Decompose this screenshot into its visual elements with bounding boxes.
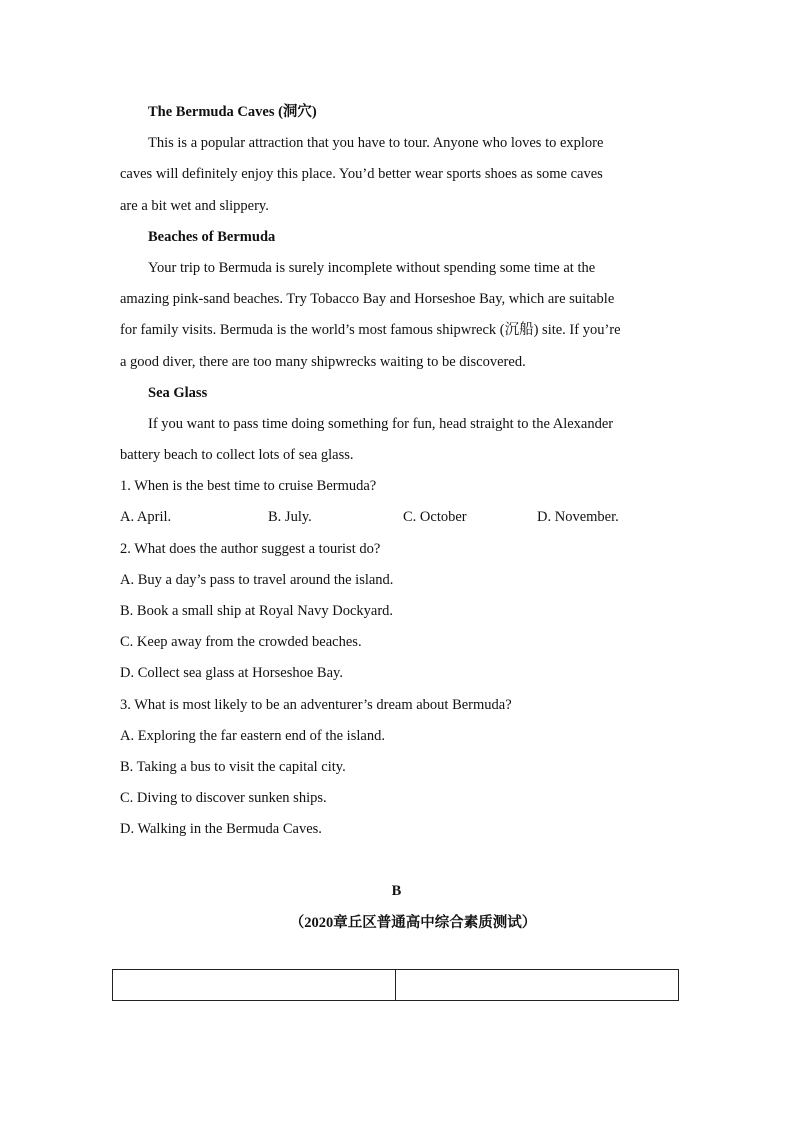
q1-option-b: B. July. [268,509,312,526]
q1-option-d: D. November. [537,509,619,526]
caves-line-3: are a bit wet and slippery. [120,197,269,214]
q1-option-a: A. April. [120,509,172,526]
q1-option-c: C. October [403,509,467,526]
seaglass-line-2: battery beach to collect lots of sea glass. [120,447,354,464]
section-b-source: （2020章丘区普通高中综合素质测试） [289,915,537,931]
beaches-line-1: Your trip to Bermuda is surely incomplete without spending some time at the [148,259,596,276]
passage-content [120,97,668,846]
beaches-heading: Beaches of Bermuda [148,228,276,245]
empty-table [112,969,679,1001]
section-b-heading: B [391,883,402,899]
question-3: 3. What is most likely to be an adventurer’s dream about Bermuda? [120,696,512,713]
beaches-line-2: amazing pink-sand beaches. Try Tobacco Bay and Horseshoe Bay, which are suitable [120,291,615,308]
question-1-options [120,502,668,533]
q3-option-c: C. Diving to discover sunken ships. [120,790,327,807]
table-row [113,970,679,1001]
q3-option-b: B. Taking a bus to visit the capital city. [120,758,346,775]
caves-line-1: This is a popular attraction that you have to tour. Anyone who loves to explore [148,135,604,152]
seaglass-heading: Sea Glass [148,384,208,401]
q2-option-c: C. Keep away from the crowded beaches. [120,634,362,651]
q3-option-d: D. Walking in the Bermuda Caves. [120,821,322,838]
beaches-line-4: a good diver, there are too many shipwrecks waiting to be discovered. [120,353,526,370]
table-cell-right [396,970,679,1001]
q2-option-b: B. Book a small ship at Royal Navy Dockyard. [120,603,394,619]
caves-line-2: caves will definitely enjoy this place. You’d better wear sports shoes as some caves [120,166,603,183]
table-cell-left [113,970,396,1001]
q3-option-a: A. Exploring the far eastern end of the island. [120,727,385,744]
seaglass-line-1: If you want to pass time doing something for fun, head straight to the Alexander [148,415,614,432]
q2-option-a: A. Buy a day’s pass to travel around the island. [120,571,394,588]
q2-option-d: D. Collect sea glass at Horseshoe Bay. [120,665,343,682]
question-2: 2. What does the author suggest a tourist do? [120,540,381,557]
caves-heading: The Bermuda Caves (洞穴) [148,104,317,120]
beaches-line-3: for family visits. Bermuda is the world’s most famous shipwreck (沉船) site. If you’re [120,322,621,339]
question-1: 1. When is the best time to cruise Bermuda? [120,478,377,495]
